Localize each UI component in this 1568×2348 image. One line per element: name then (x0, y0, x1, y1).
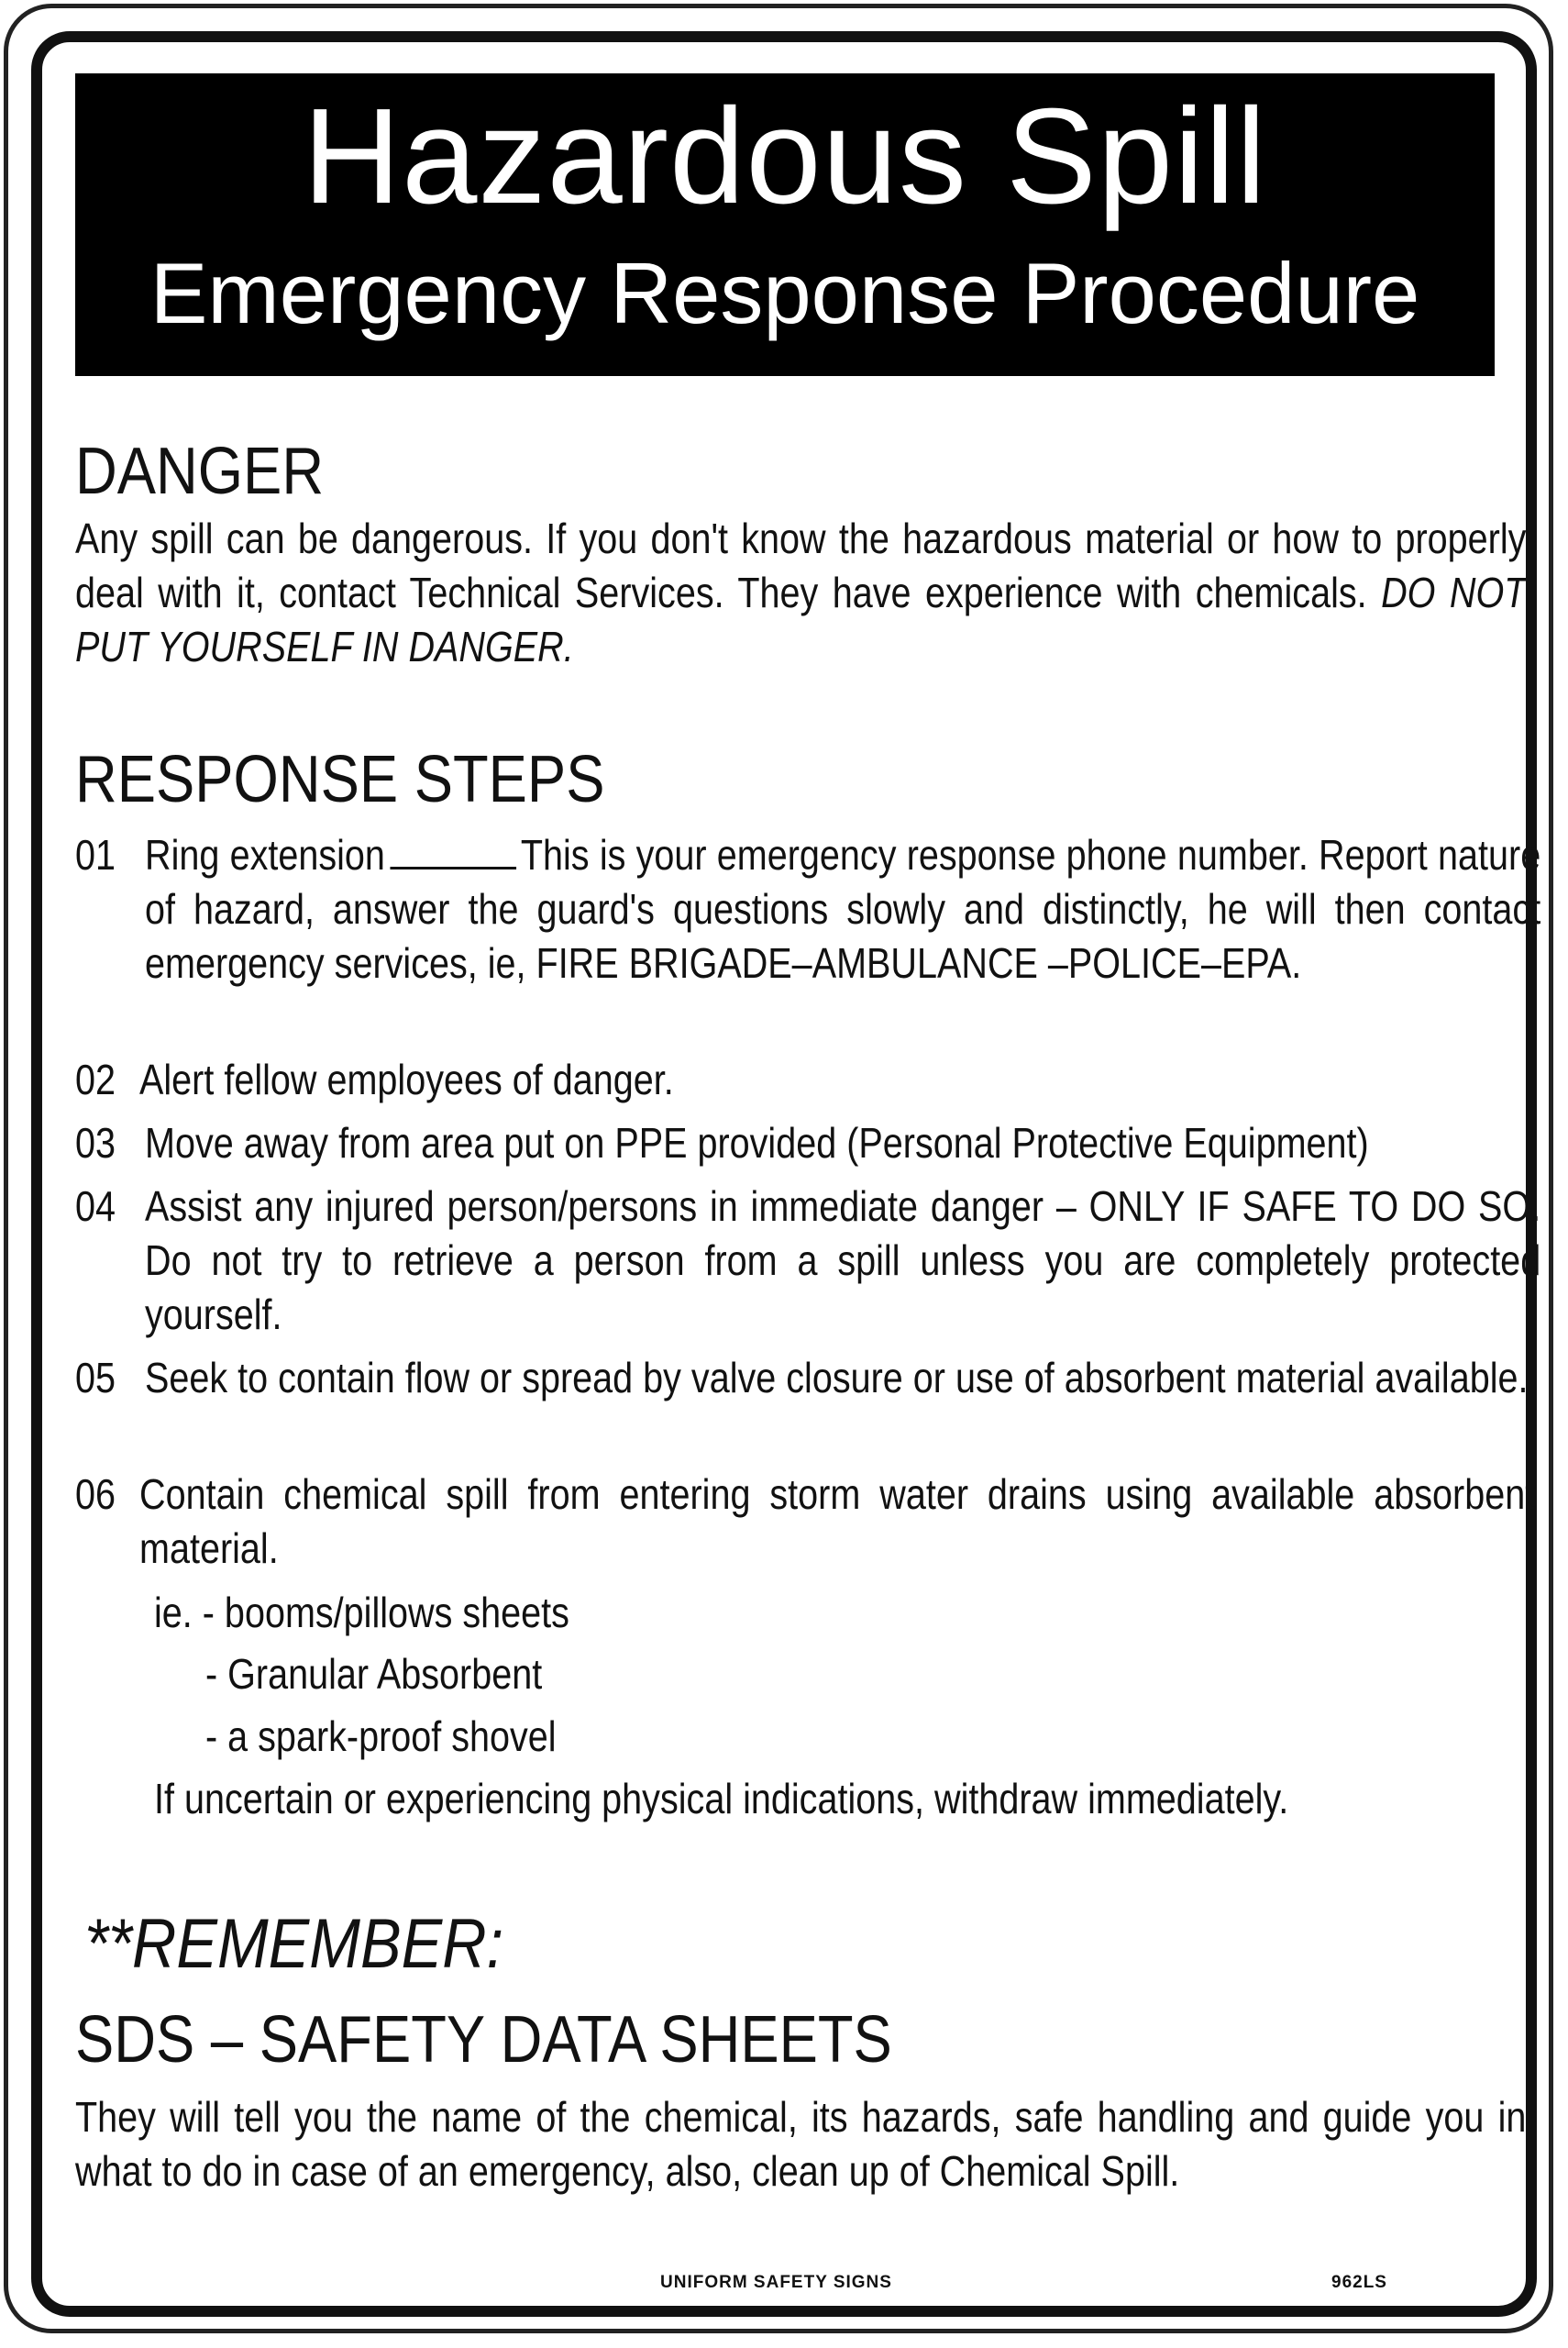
step-number: 03 (75, 1119, 116, 1167)
step-number: 04 (75, 1182, 116, 1230)
withdraw-note: If uncertain or experiencing physical indications, withdraw immediately. (154, 1775, 1289, 1822)
footer-code: 962LS (1331, 2273, 1387, 2292)
step-03: Move away from area put on PPE provided (Personal Protective Equipment) (145, 1119, 1369, 1167)
example-item: ie. - booms/pillows sheets (154, 1589, 569, 1636)
title-banner (75, 73, 1495, 376)
step-number: 05 (75, 1354, 116, 1401)
danger-paragraph (75, 512, 1526, 674)
step-number: 06 (75, 1470, 116, 1518)
step-number: 01 (75, 831, 116, 879)
step-number: 02 (75, 1056, 116, 1103)
footer-brand: UNIFORM SAFETY SIGNS (660, 2273, 892, 2292)
example-item: - Granular Absorbent (205, 1650, 543, 1698)
sds-heading: SDS – SAFETY DATA SHEETS (75, 2003, 892, 2077)
step-01-after: This is your emergency response phone number. Report nature of hazard, answer the guard's questions slowly and distinctly, he will then contact emergency services, ie, FIRE BRIGADE–AMBULANCE –POLICE–EPA. (145, 831, 1541, 987)
sign-subtitle: Emergency Response Procedure (149, 245, 1420, 341)
sds-paragraph: They will tell you the name of the chemical, its hazards, safe handling and guide you in what to do in case of an emergency, also, clean up of Chemical Spill. (75, 2093, 1527, 2195)
step-04: Assist any injured person/persons in immediate danger – ONLY IF SAFE TO DO SO. Do not try to retrieve a person from a spill unless you are completely protected yourself. (145, 1182, 1541, 1338)
step-01-before: Ring extension (145, 831, 385, 879)
danger-heading: DANGER (75, 435, 325, 508)
danger-text: Any spill can be dangerous. If you don't know the hazardous material or how to properly deal with it, contact Technical Services. They have experience with chemicals. (75, 515, 1527, 616)
step-01 (145, 828, 1540, 991)
step-05: Seek to contain flow or spread by valve closure or use of absorbent material available. (145, 1354, 1529, 1401)
response-heading: RESPONSE STEPS (75, 743, 605, 816)
extension-blank-line (390, 866, 516, 869)
sign-title: Hazardous Spill (303, 81, 1267, 232)
step-06: Contain chemical spill from entering storm water drains using available absorbent material. (139, 1470, 1536, 1572)
step-02: Alert fellow employees of danger. (139, 1056, 674, 1103)
example-item: - a spark-proof shovel (205, 1712, 557, 1760)
remember-heading: **REMEMBER: (84, 1905, 504, 1983)
danger-warning: DO NOT PUT YOURSELF IN DANGER. (75, 569, 1527, 670)
